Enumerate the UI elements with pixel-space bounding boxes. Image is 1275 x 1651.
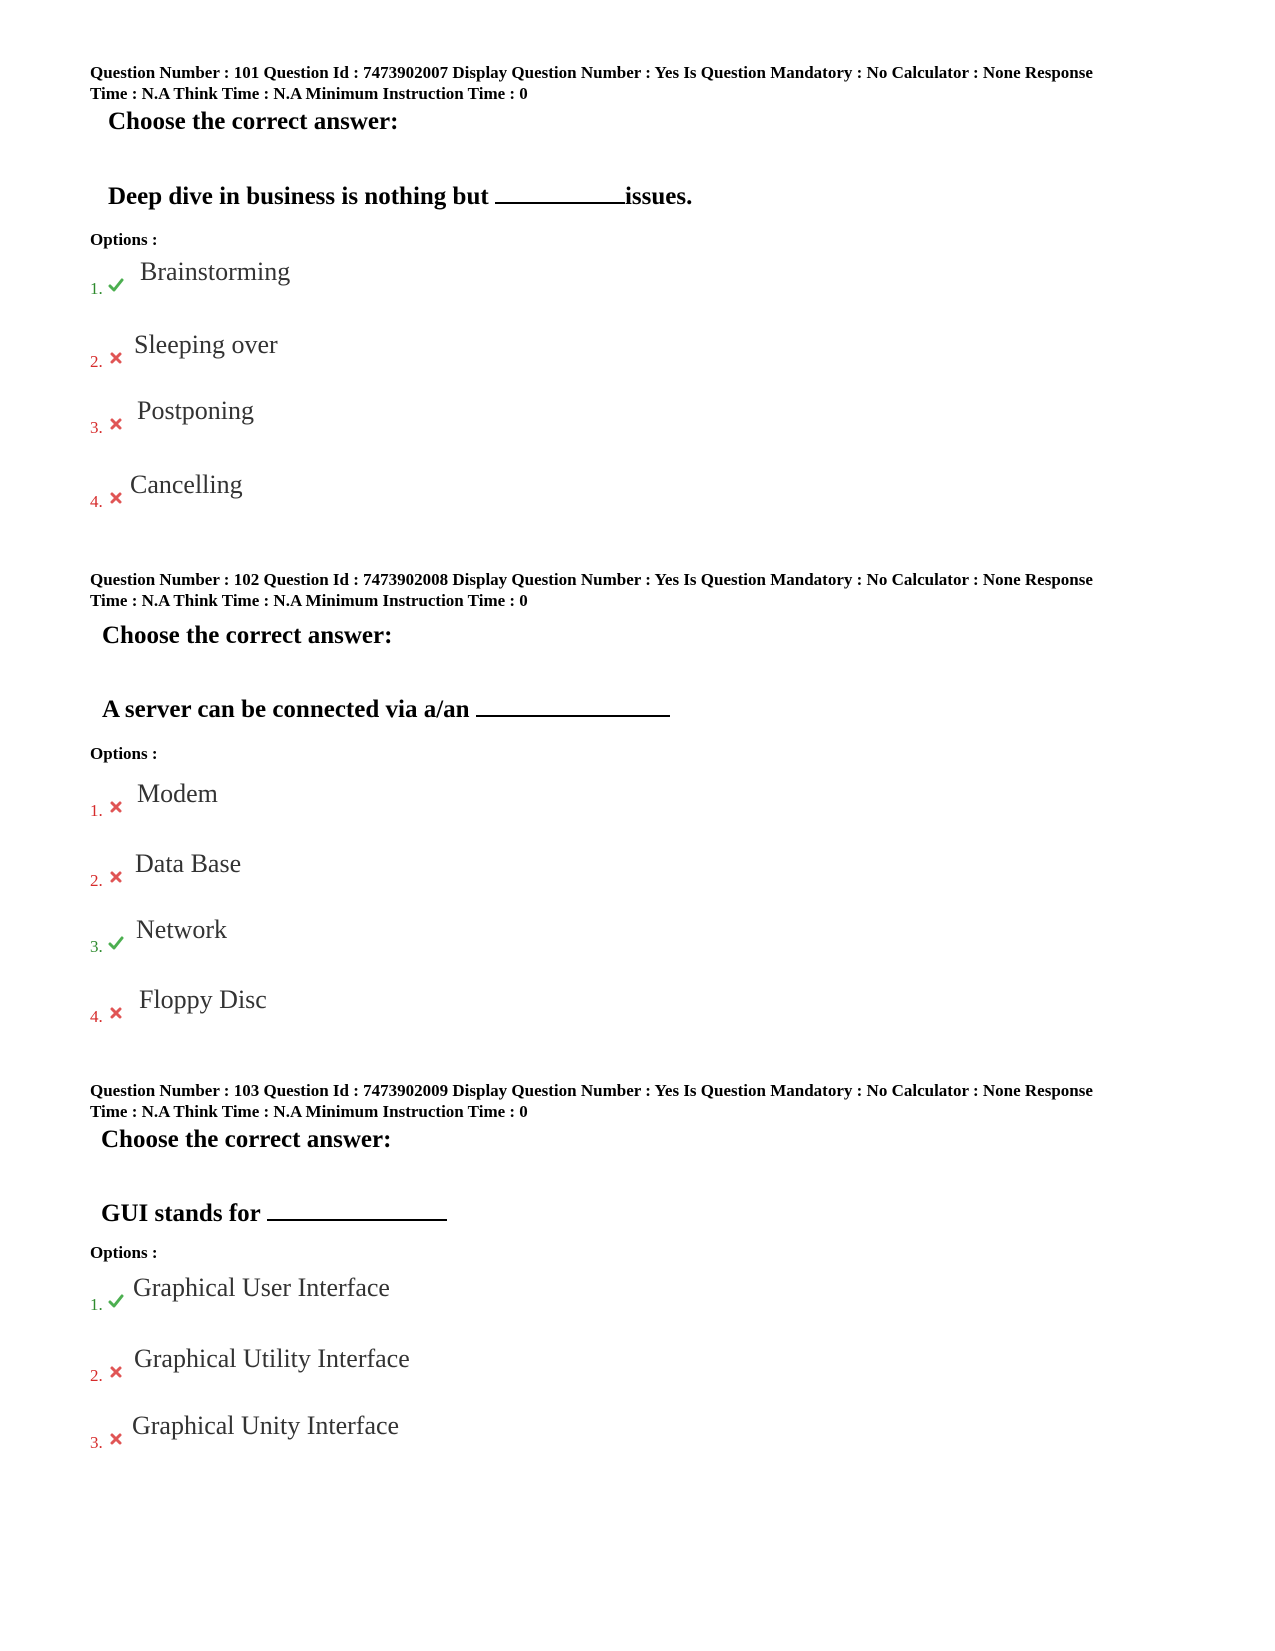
option-text: Postponing bbox=[137, 396, 255, 425]
question-meta-line-1: Question Number : 103 Question Id : 7473902009 Display Question Number : Yes Is Question Mandatory : No Calculator : None Response bbox=[90, 1081, 1093, 1100]
option-number: 3. bbox=[90, 1433, 103, 1452]
question-instruction: Choose the correct answer: bbox=[108, 108, 399, 135]
question-meta-line-1: Question Number : 102 Question Id : 7473902008 Display Question Number : Yes Is Question Mandatory : No Calculator : None Response bbox=[90, 570, 1093, 589]
check-icon bbox=[108, 935, 124, 951]
options-label: Options : bbox=[90, 1243, 158, 1262]
stem-text-after: issues. bbox=[624, 183, 693, 210]
stem-text-before: Deep dive in business is nothing but bbox=[108, 183, 489, 210]
option-number: 2. bbox=[90, 352, 103, 371]
option-number: 1. bbox=[90, 1295, 103, 1314]
question-instruction: Choose the correct answer: bbox=[101, 1126, 392, 1153]
question-101 bbox=[90, 62, 1210, 511]
option-text: Brainstorming bbox=[140, 257, 291, 286]
option-number: 3. bbox=[90, 418, 103, 437]
option-text: Data Base bbox=[135, 849, 242, 878]
option-number: 4. bbox=[90, 492, 103, 511]
question-meta-line-2: Time : N.A Think Time : N.A Minimum Instruction Time : 0 bbox=[90, 84, 528, 103]
option-number: 2. bbox=[90, 871, 103, 890]
answer-blank bbox=[476, 695, 670, 717]
cross-icon bbox=[108, 416, 124, 432]
answer-blank bbox=[267, 1199, 447, 1221]
answer-blank bbox=[495, 182, 625, 204]
cross-icon bbox=[108, 350, 124, 366]
option-text: Graphical Utility Interface bbox=[134, 1344, 410, 1373]
cross-icon bbox=[108, 1364, 124, 1380]
question-102 bbox=[90, 569, 1210, 1026]
option-number: 3. bbox=[90, 937, 103, 956]
question-meta-line-2: Time : N.A Think Time : N.A Minimum Instruction Time : 0 bbox=[90, 591, 528, 610]
stem-text-before: A server can be connected via a/an bbox=[102, 696, 470, 723]
check-icon bbox=[108, 1293, 124, 1309]
question-stem bbox=[108, 182, 692, 211]
cross-icon bbox=[108, 1005, 124, 1021]
question-stem bbox=[102, 695, 670, 724]
cross-icon bbox=[108, 1431, 124, 1447]
question-meta-line-2: Time : N.A Think Time : N.A Minimum Instruction Time : 0 bbox=[90, 1102, 528, 1121]
options-label: Options : bbox=[90, 230, 158, 249]
option-text: Cancelling bbox=[130, 470, 243, 499]
option-text: Floppy Disc bbox=[139, 985, 267, 1014]
question-stem bbox=[101, 1199, 447, 1228]
option-text: Sleeping over bbox=[134, 330, 278, 359]
option-text: Network bbox=[136, 915, 227, 944]
option-number: 2. bbox=[90, 1366, 103, 1385]
question-instruction: Choose the correct answer: bbox=[102, 622, 393, 649]
option-text: Graphical Unity Interface bbox=[132, 1411, 400, 1440]
option-number: 4. bbox=[90, 1007, 103, 1026]
option-text: Graphical User Interface bbox=[133, 1273, 390, 1302]
option-text: Modem bbox=[137, 779, 218, 808]
option-number: 1. bbox=[90, 279, 103, 298]
check-icon bbox=[108, 277, 124, 293]
cross-icon bbox=[108, 799, 124, 815]
stem-text-before: GUI stands for bbox=[101, 1200, 261, 1227]
question-meta-line-1: Question Number : 101 Question Id : 7473902007 Display Question Number : Yes Is Question Mandatory : No Calculator : None Response bbox=[90, 63, 1093, 82]
question-103 bbox=[90, 1080, 1210, 1452]
cross-icon bbox=[108, 869, 124, 885]
options-label: Options : bbox=[90, 744, 158, 763]
option-number: 1. bbox=[90, 801, 103, 820]
cross-icon bbox=[108, 490, 124, 506]
